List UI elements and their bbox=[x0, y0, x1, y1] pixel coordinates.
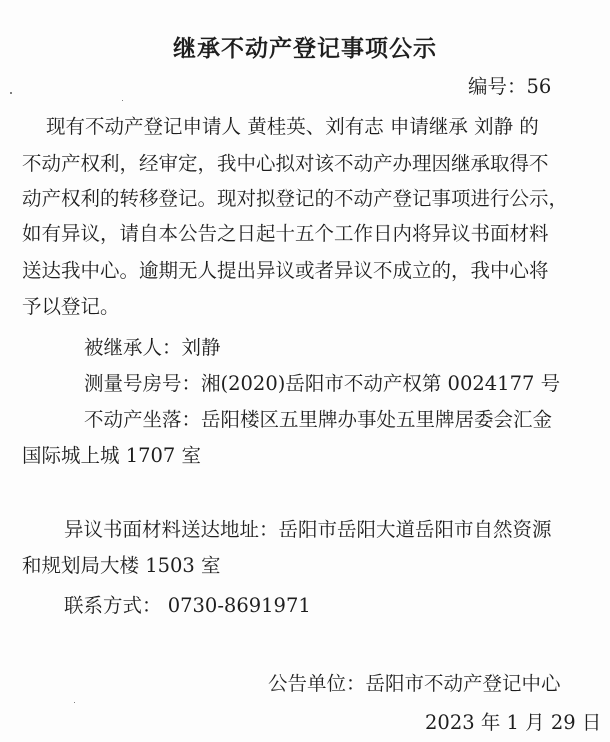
survey-number-line: 测量号房号：湘(2020)岳阳市不动产权第 0024177 号 bbox=[84, 372, 561, 395]
issuer-line: 公告单位：岳阳市不动产登记中心 bbox=[268, 672, 561, 695]
body-line: 送达我中心。逾期无人提出异议或者异议不成立的，我中心将 bbox=[22, 259, 549, 282]
scan-speck bbox=[10, 92, 12, 94]
scan-speck bbox=[74, 702, 75, 703]
body-line: 如有异议，请自本公告之日起十五个工作日内将异议书面材料 bbox=[22, 222, 549, 245]
objection-address-line: 异议书面材料送达地址：岳阳市岳阳大道岳阳市自然资源 bbox=[64, 518, 552, 541]
date-line: 2023 年 1 月 29 日 bbox=[425, 711, 602, 734]
property-location-line: 不动产坐落：岳阳楼区五里牌办事处五里牌居委会汇金 bbox=[84, 408, 553, 431]
serial-number: 编号：56 bbox=[468, 75, 552, 98]
property-location-line-2: 国际城上城 1707 室 bbox=[22, 444, 202, 467]
document-title: 继承不动产登记事项公示 bbox=[173, 36, 437, 62]
body-line: 予以登记。 bbox=[22, 295, 120, 318]
body-line: 现有不动产登记申请人 黄桂英、刘有志 申请继承 刘静 的 bbox=[46, 115, 539, 138]
decedent-line: 被继承人：刘静 bbox=[84, 336, 221, 359]
scan-speck bbox=[122, 100, 123, 101]
objection-address-line-2: 和规划局大楼 1503 室 bbox=[22, 554, 221, 577]
body-line: 动产权利的转移登记。现对拟登记的不动产登记事项进行公示， bbox=[22, 187, 569, 210]
body-line: 不动产权利，经审定，我中心拟对该不动产办理因继承取得不 bbox=[22, 152, 549, 175]
contact-line: 联系方式： 0730-8691971 bbox=[64, 594, 311, 617]
